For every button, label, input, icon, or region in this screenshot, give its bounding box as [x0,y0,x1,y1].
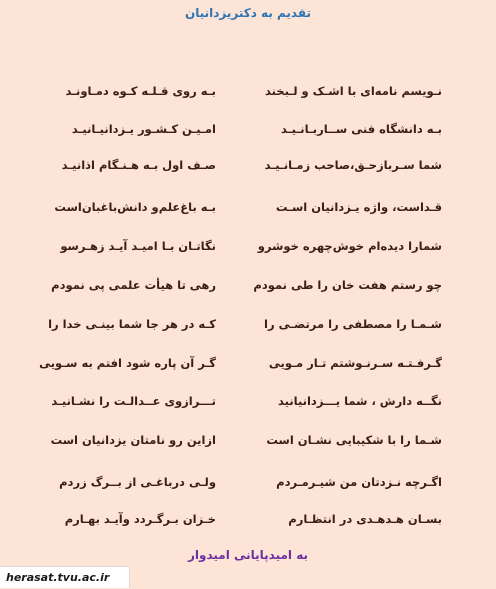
verse-row [0,471,496,493]
verse-second-hemistich: بـه روی قـلـه کـوه دمـاونـد [65,84,216,98]
verse-row [0,352,496,374]
verse-first-hemistich: شـما را با شکیبایی نشـان است [266,433,442,447]
verse-first-hemistich: شما سـربازحـق،صاحب زمـانـیـد [264,158,442,172]
verse-row [0,196,496,218]
verse-first-hemistich: چو رستم هفت خان را طی نمودم [253,278,442,292]
verse-first-hemistich: اگـرچه نـزدتان من شیـرمـردم [276,475,442,489]
verse-second-hemistich: ازاین رو نامتان یزدانیان است [50,433,216,447]
site-watermark: herasat.tvu.ac.ir [0,566,130,588]
verse-row [0,118,496,140]
verse-first-hemistich: گـرفـتـه سـرنـوشتم تـار مـویی [268,356,442,370]
verse-second-hemistich: امـیـن کـشـور یـزدانیـانیـد [71,122,216,136]
verse-first-hemistich: بسـان هـدهـدی در انتظـارم [288,512,442,526]
verse-row [0,429,496,451]
closing-line: به امیدپایانی امیدوار [187,548,309,562]
verse-first-hemistich: نـویسم نامه‌ای با اشـک و لـبخند [264,84,442,98]
page-title: تقدیم به دکتریزدانیان [184,6,312,20]
verse-second-hemistich: کـه در هر جا شما بینـی خدا را [48,317,216,331]
verse-second-hemistich: تـــرازوی عــدالـت را نشـانیـد [51,394,216,408]
verse-second-hemistich: خـزان بـرگـردد وآیـد بهـارم [64,512,216,526]
verse-first-hemistich: بـه دانشگاه فنی ســاربـانـیـد [281,122,442,136]
verse-second-hemistich: گـر آن پاره شود افتم به سـویی [39,356,216,370]
verse-second-hemistich: رهی تا هیأت علمی پی نمودم [51,278,216,292]
verse-second-hemistich: بـه باغ‌علم‌و دانش‌باغبان‌است [54,200,216,214]
verse-row [0,274,496,296]
verse-first-hemistich: نگــه دارش ، شما یـــزدانیانید [278,394,442,408]
verse-row [0,508,496,530]
verse-row [0,80,496,102]
verse-first-hemistich: قـداست، واژه یـزدانیان اسـت [275,200,442,214]
verse-row [0,313,496,335]
verse-first-hemistich: شـمـا را مصطفی را مرتضـی را [264,317,442,331]
verse-second-hemistich: نگاتـان بـا امیـد آیـد زهـرسو [60,239,216,253]
verse-row [0,154,496,176]
verse-first-hemistich: شمارا دیده‌ام‌ خوش‌چهره خوشرو [257,239,442,253]
verse-row [0,390,496,412]
verse-second-hemistich: ولـی درباغـی از بــرگ زردم [59,475,216,489]
verse-second-hemistich: صـف اول بـه هـنـگام اذانیـد [61,158,216,172]
verse-row [0,235,496,257]
